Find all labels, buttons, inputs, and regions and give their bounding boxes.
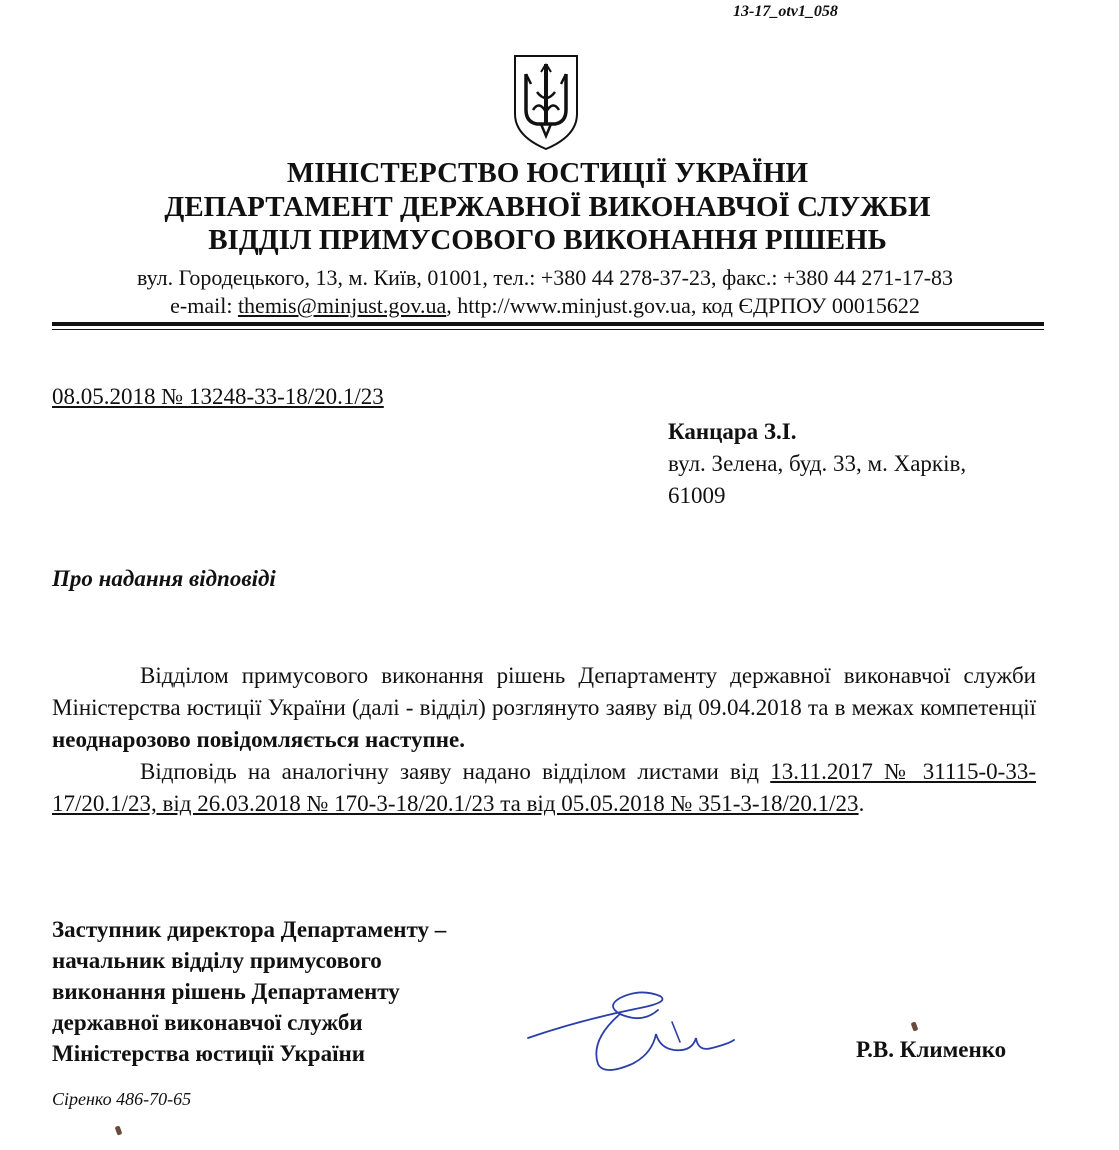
- body-paragraph-2: [52, 756, 1036, 820]
- email-link[interactable]: themis@minjust.gov.ua: [237, 293, 447, 318]
- body-paragraph-1-text: Відділом примусового виконання рішень Департаменту державної виконавчої служби Міністерства юстиції України (далі - відділ) розглянуто заяву від 09.04.2018 та в межах компетенції: [52, 663, 1036, 720]
- email-label: e-mail:: [170, 293, 238, 318]
- body-paragraph-1-bold: неоднарозово повідомляється наступне.: [52, 727, 465, 752]
- body-paragraph-2-references: 13.11.2017 № 31115-0-33-17/20.1/23, від 26.03.2018 № 170-3-18/20.1/23 та від 05.05.2018 № 351-3-18/20.1/23: [52, 759, 1036, 816]
- letter-body: [52, 660, 1036, 820]
- signatory-title-line2: начальник відділу примусового: [52, 948, 382, 973]
- executor-contact: Сіренко 486-70-65: [52, 1089, 192, 1109]
- signatory-title-line1: Заступник директора Департаменту –: [52, 917, 447, 942]
- contacts-rest: , http://www.minjust.gov.ua, код ЄДРПОУ 00015622: [446, 293, 920, 318]
- division-title: ВІДДІЛ ПРИМУСОВОГО ВИКОНАННЯ РІШЕНЬ: [208, 224, 887, 256]
- signer-name: Р.В. Клименко: [856, 1037, 1007, 1062]
- paper-speck: [911, 1021, 919, 1031]
- letter-subject: Про надання відповіді: [52, 566, 276, 591]
- department-title: ДЕПАРТАМЕНТ ДЕРЖАВНОЇ ВИКОНАВЧОЇ СЛУЖБИ: [164, 191, 931, 223]
- signatory-title-line5: Міністерства юстиції України: [52, 1041, 365, 1066]
- body-paragraph-1: [52, 660, 1036, 756]
- handwritten-signature: [520, 968, 740, 1078]
- header-divider-thin: [52, 329, 1044, 330]
- signatory-title-line3: виконання рішень Департаменту: [52, 979, 400, 1004]
- recipient-address-line1: вул. Зелена, буд. 33, м. Харків,: [668, 451, 967, 476]
- recipient-block: [668, 416, 966, 512]
- contact-line: [0, 292, 1090, 319]
- document-number: 08.05.2018 № 13248-33-18/20.1/23: [52, 384, 384, 409]
- body-paragraph-2-end: .: [858, 791, 865, 816]
- paper-speck: [115, 1125, 123, 1135]
- header-divider-thick: [52, 322, 1044, 326]
- ministry-title: МІНІСТЕРСТВО ЮСТИЦІЇ УКРАЇНИ: [286, 157, 809, 189]
- signatory-title-line4: державної виконавчої служби: [52, 1010, 363, 1035]
- trident-emblem-icon: [511, 52, 581, 152]
- recipient-name: Канцара З.І.: [668, 419, 797, 444]
- recipient-address-line2: 61009: [668, 483, 726, 508]
- signatory-title: [52, 914, 446, 1069]
- reference-code: 13-17_otv1_058: [733, 3, 838, 20]
- office-address: вул. Городецького, 13, м. Київ, 01001, тел.: +380 44 278-37-23, факс.: +380 44 271-17-83: [136, 265, 954, 290]
- body-paragraph-2-text: Відповідь на аналогічну заяву надано відділом листами від: [140, 759, 771, 784]
